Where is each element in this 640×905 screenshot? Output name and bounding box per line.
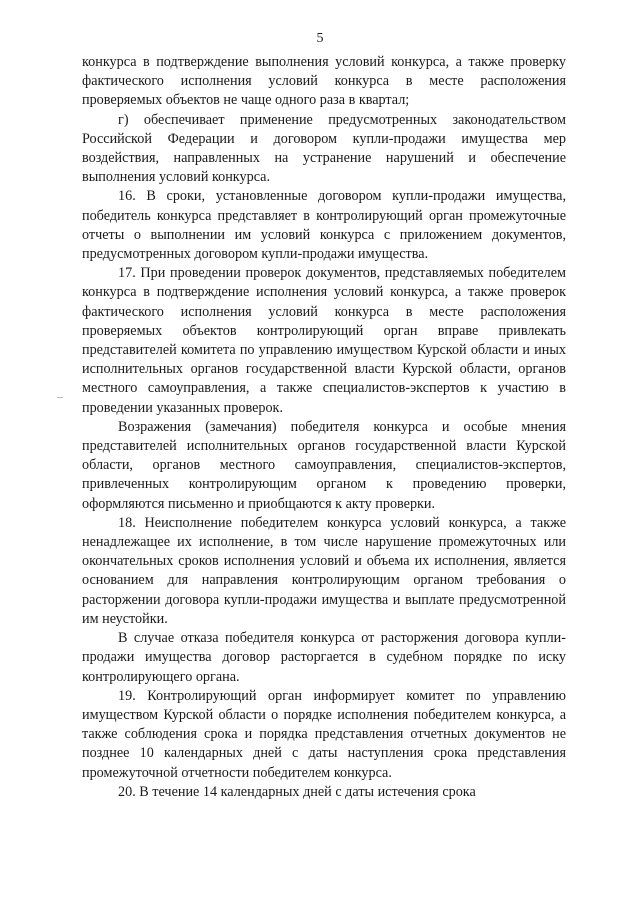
paragraph-17: 17. При проведении проверок документов, представляемых победителем конкурса в подтверждение исполнения условий конкурса, а также проверок фактического исполнения условий конкурса в месте расположения проверяемых объектов контролирующий орган вправе привлекать представителей комитета по управлению имуществом Курской области и иных исполнительных органов государственной власти Курской области, органов местного самоуправления, а также специалистов-экспертов к участию в проведении указанных проверок.: [82, 265, 566, 416]
paragraph-refusal: В случае отказа победителя конкурса от расторжения договора купли-продажи имущества договор расторгается в судебном порядке по иску контролирующего органа.: [82, 630, 566, 685]
paragraph-16: 16. В сроки, установленные договором купли-продажи имущества, победитель конкурса представляет в контролирующий орган промежуточные отчеты о выполнении им условий конкурса с приложением документов, предусмотренных договором купли-продажи имущества.: [82, 188, 566, 263]
paragraph-item-g: г) обеспечивает применение предусмотренных законодательством Российской Федерации и договором купли-продажи имущества мер воздействия, направленных на устранение нарушений и обеспечение выполнения условий конкурса.: [82, 111, 566, 186]
paragraph-18: 18. Неисполнение победителем конкурса условий конкурса, а также ненадлежащее их исполнение, в том числе нарушение промежуточных или окончательных сроков исполнения условий и объема их исполнения, является основанием для направления контролирующим органом требования о расторжении договора купли-продажи имущества и выплате предусмотренной им неустойки.: [82, 514, 566, 627]
paragraph-19: 19. Контролирующий орган информирует комитет по управлению имуществом Курской области о порядке исполнения победителем конкурса, а также соблюдения срока и порядка представления отчетных документов не позднее 10 календарных дней с даты наступления срока представления промежуточной отчетности победителем конкурса.: [82, 687, 566, 781]
page-number: 5: [316, 31, 324, 46]
paragraph-continuation: конкурса в подтверждение выполнения условий конкурса, а также проверку фактического исполнения условий конкурса в месте расположения проверяемых объектов не чаще одного раза в квартал;: [82, 54, 566, 109]
document-body: [82, 53, 566, 802]
margin-mark: [57, 397, 63, 398]
paragraph-20: 20. В течение 14 календарных дней с даты истечения срока: [118, 783, 476, 800]
paragraph-objections: Возражения (замечания) победителя конкурса и особые мнения представителей исполнительных органов государственной власти Курской области, органов местного самоуправления, специалистов-экспертов, привлеченных контролирующим органом к проведению проверки, оформляются письменно и приобщаются к акту проверки.: [82, 418, 566, 512]
